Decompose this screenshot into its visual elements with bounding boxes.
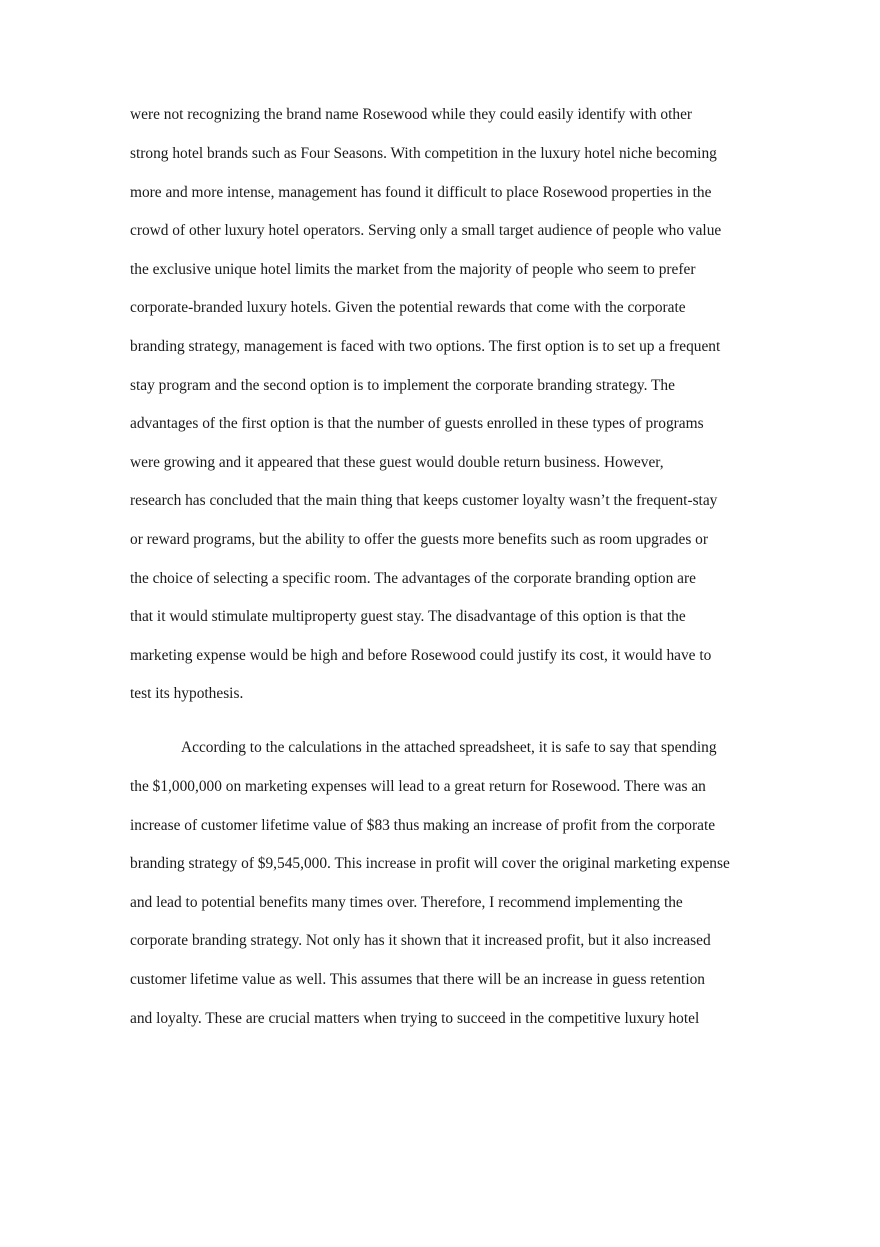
- text-line: the choice of selecting a specific room. The advantages of the corporate branding option are: [130, 570, 696, 587]
- text-line: the $1,000,000 on marketing expenses will lead to a great return for Rosewood. There was an: [130, 778, 706, 795]
- text-line: corporate branding strategy. Not only has it shown that it increased profit, but it also increased: [130, 932, 711, 949]
- text-line: the exclusive unique hotel limits the market from the majority of people who seem to prefer: [130, 261, 696, 278]
- text-line: research has concluded that the main thing that keeps customer loyalty wasn’t the frequent-stay: [130, 492, 718, 509]
- text-line: advantages of the first option is that the number of guests enrolled in these types of programs: [130, 415, 704, 432]
- text-line: or reward programs, but the ability to offer the guests more benefits such as room upgrades or: [130, 531, 708, 548]
- text-line: and lead to potential benefits many times over. Therefore, I recommend implementing the: [130, 894, 683, 911]
- text-line: were growing and it appeared that these guest would double return business. However,: [130, 454, 664, 471]
- text-line: corporate-branded luxury hotels. Given the potential rewards that come with the corporate: [130, 299, 686, 316]
- text-line: more and more intense, management has found it difficult to place Rosewood properties in the: [130, 184, 712, 201]
- text-line: stay program and the second option is to implement the corporate branding strategy. The: [130, 377, 675, 394]
- text-line: strong hotel brands such as Four Seasons. With competition in the luxury hotel niche becoming: [130, 145, 717, 162]
- text-line: According to the calculations in the attached spreadsheet, it is safe to say that spending: [181, 739, 717, 756]
- text-line: test its hypothesis.: [130, 685, 244, 702]
- text-line: and loyalty. These are crucial matters when trying to succeed in the competitive luxury hotel: [130, 1010, 700, 1027]
- text-line: crowd of other luxury hotel operators. Serving only a small target audience of people who value: [130, 222, 722, 239]
- text-line: that it would stimulate multiproperty guest stay. The disadvantage of this option is that the: [130, 608, 686, 625]
- text-line: were not recognizing the brand name Rosewood while they could easily identify with other: [130, 106, 693, 123]
- text-line: increase of customer lifetime value of $83 thus making an increase of profit from the corporate: [130, 817, 716, 834]
- text-line: marketing expense would be high and before Rosewood could justify its cost, it would have to: [130, 647, 712, 664]
- text-line: branding strategy of $9,545,000. This increase in profit will cover the original marketing expense: [130, 855, 730, 872]
- text-line: customer lifetime value as well. This assumes that there will be an increase in guess retention: [130, 971, 705, 988]
- text-line: branding strategy, management is faced with two options. The first option is to set up a frequent: [130, 338, 721, 355]
